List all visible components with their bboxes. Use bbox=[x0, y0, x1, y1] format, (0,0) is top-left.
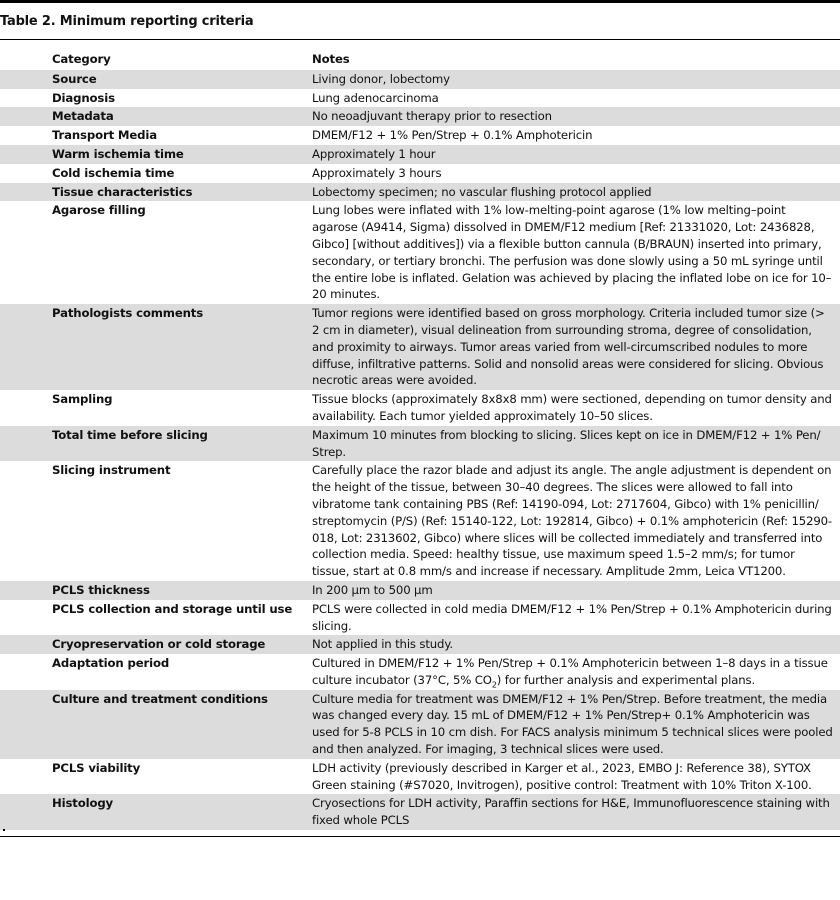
category-cell: Slicing instrument bbox=[52, 463, 171, 478]
table-row bbox=[0, 461, 840, 581]
notes-cell: No neoadjuvant therapy prior to resection bbox=[312, 107, 840, 126]
header-category: Category bbox=[52, 52, 111, 66]
table-row bbox=[0, 390, 840, 426]
notes-cell: Maximum 10 minutes from blocking to slicing. Slices kept on ice in DMEM/F12 + 1% Pen/ Strep. bbox=[312, 426, 840, 462]
category-cell: Sampling bbox=[52, 392, 113, 407]
table-row bbox=[0, 107, 840, 126]
notes-cell: Approximately 3 hours bbox=[312, 165, 442, 180]
table-row bbox=[0, 426, 840, 462]
notes-cell: Tumor regions were identified based on gross morphology. Criteria included tumor size (> 2 cm in diameter), visual delineation from surrounding stroma, degree of consolidation, and proximity to airways. Tumor areas varied from well-circumscribed nodules to more diffuse, infiltrative patterns. Solid and nonsolid areas were considered for slicing. Obvious necrotic areas were avoided. bbox=[312, 304, 840, 390]
notes-cell: In 200 µm to 500 µm bbox=[312, 581, 840, 600]
category-cell: PCLS collection and storage until use bbox=[52, 601, 293, 616]
notes-cell: Culture media for treatment was DMEM/F12 + 1% Pen/Strep. Before treatment, the media was changed every day. 15 mL of DMEM/F12 + 1% Pen/Strep+ 0.1% Amphotericin was used for 5-8 PCLS in 10 cm dish. For FACS analysis minimum 5 technical slices were pooled and then analyzed. For imaging, 3 technical slices were used. bbox=[312, 690, 840, 759]
table-row bbox=[0, 794, 840, 830]
footnote-marker bbox=[3, 829, 5, 831]
table-row bbox=[0, 690, 840, 759]
category-cell: Source bbox=[52, 70, 312, 89]
title-rule bbox=[0, 39, 840, 40]
bottom-rule bbox=[0, 836, 840, 837]
notes-cell: Lobectomy specimen; no vascular flushing protocol applied bbox=[312, 183, 840, 202]
notes-cell: Approximately 1 hour bbox=[312, 145, 840, 164]
category-cell: Cryopreservation or cold storage bbox=[52, 635, 312, 654]
table-row bbox=[0, 581, 840, 600]
notes-cell: Cryosections for LDH activity, Paraffin sections for H&E, Immunofluorescence staining with fixed whole PCLS bbox=[312, 794, 840, 830]
notes-cell: LDH activity (previously described in Karger et al., 2023, EMBO J: Reference 38), SYTOX Green staining (#S7020, Invitrogen), positive control: Treatment with 10% Triton X-100. bbox=[312, 760, 812, 792]
category-cell: PCLS thickness bbox=[52, 581, 312, 600]
notes-cell: DMEM/F12 + 1% Pen/Strep + 0.1% Amphotericin bbox=[312, 128, 593, 143]
notes-cell: Tissue blocks (approximately 8x8x8 mm) were sectioned, depending on tumor density and availability. Each tumor yielded approximately 10–50 slices. bbox=[312, 392, 832, 423]
category-cell: Diagnosis bbox=[52, 90, 115, 105]
table-body bbox=[0, 70, 840, 830]
top-rule bbox=[0, 0, 840, 3]
category-cell: Warm ischemia time bbox=[52, 145, 312, 164]
category-cell: Agarose filling bbox=[52, 203, 146, 218]
notes-cell: Carefully place the razor blade and adjust its angle. The angle adjustment is dependent on the height of the tissue, between 30–40 degrees. The slices were allowed to fall into vibratome tank containing PBS (Ref: 14190-094, Lot: 2717604, Gibco) with 1% penicillin/ streptomycin (P/S) (Ref: 15140-122, Lot: 192814, Gibco) + 0.1% amphotericin (Ref: 15290-018, Lot: 2313602, Gibco) where slices will be collected immediately and transferred into collection media. Speed: healthy tissue, use maximum speed 1.5–2 mm/s; for tumor tissue, start at 0.8 mm/s and increase if necessary. Amplitude 2mm, Leica VT1200. bbox=[312, 463, 832, 579]
category-cell: Culture and treatment conditions bbox=[52, 690, 312, 759]
criteria-table bbox=[0, 49, 840, 830]
table-row bbox=[0, 126, 840, 145]
table-row bbox=[0, 164, 840, 183]
notes-cell: PCLS were collected in cold media DMEM/F12 + 1% Pen/Strep + 0.1% Amphotericin during slicing. bbox=[312, 601, 832, 633]
notes-cell: Not applied in this study. bbox=[312, 635, 840, 654]
category-cell: Total time before slicing bbox=[52, 426, 312, 462]
subscript: 2 bbox=[491, 680, 497, 690]
category-cell: Metadata bbox=[52, 107, 312, 126]
table-row bbox=[0, 654, 840, 690]
category-cell: Pathologists comments bbox=[52, 304, 312, 390]
header-notes: Notes bbox=[312, 52, 350, 66]
table-row bbox=[0, 759, 840, 795]
category-cell: Adaptation period bbox=[52, 656, 170, 671]
table-row bbox=[0, 145, 840, 164]
table-row bbox=[0, 304, 840, 390]
notes-text: Cultured in DMEM/F12 + 1% Pen/Strep + 0.1% Amphotericin between 1–8 days in a tissue culture incubator (37°C, 5% CO bbox=[312, 656, 828, 687]
header-row bbox=[0, 49, 840, 70]
notes-cell: Living donor, lobectomy bbox=[312, 70, 840, 89]
category-cell: Histology bbox=[52, 794, 312, 830]
table-row bbox=[0, 201, 840, 304]
notes-cell: Lung lobes were inflated with 1% low-melting-point agarose (1% low melting–point agarose (A9414, Sigma) dissolved in DMEM/F12 medium [Ref: 21331020, Lot: 2436828, Gibco] [without additives]) via a flexible button cannula (B/BRAUN) inserted into primary, secondary, or tertiary bronchi. The perfusion was done slowly using a 50 mL syringe until the entire lobe is inflated. Gelation was achieved by placing the inflated lobe on ice for 10–20 minutes. bbox=[312, 203, 832, 302]
category-cell: Cold ischemia time bbox=[52, 165, 175, 180]
table-row bbox=[0, 635, 840, 654]
table-row bbox=[0, 89, 840, 108]
notes-cell bbox=[312, 654, 840, 690]
notes-text: ) for further analysis and experimental plans. bbox=[496, 672, 756, 687]
category-cell: PCLS viability bbox=[52, 760, 141, 775]
category-cell: Transport Media bbox=[52, 128, 157, 143]
notes-cell: Lung adenocarcinoma bbox=[312, 90, 439, 105]
category-cell: Tissue characteristics bbox=[52, 183, 312, 202]
table-row bbox=[0, 600, 840, 636]
table-title: Table 2. Minimum reporting criteria bbox=[0, 14, 254, 29]
table-row bbox=[0, 183, 840, 202]
table-row bbox=[0, 70, 840, 89]
